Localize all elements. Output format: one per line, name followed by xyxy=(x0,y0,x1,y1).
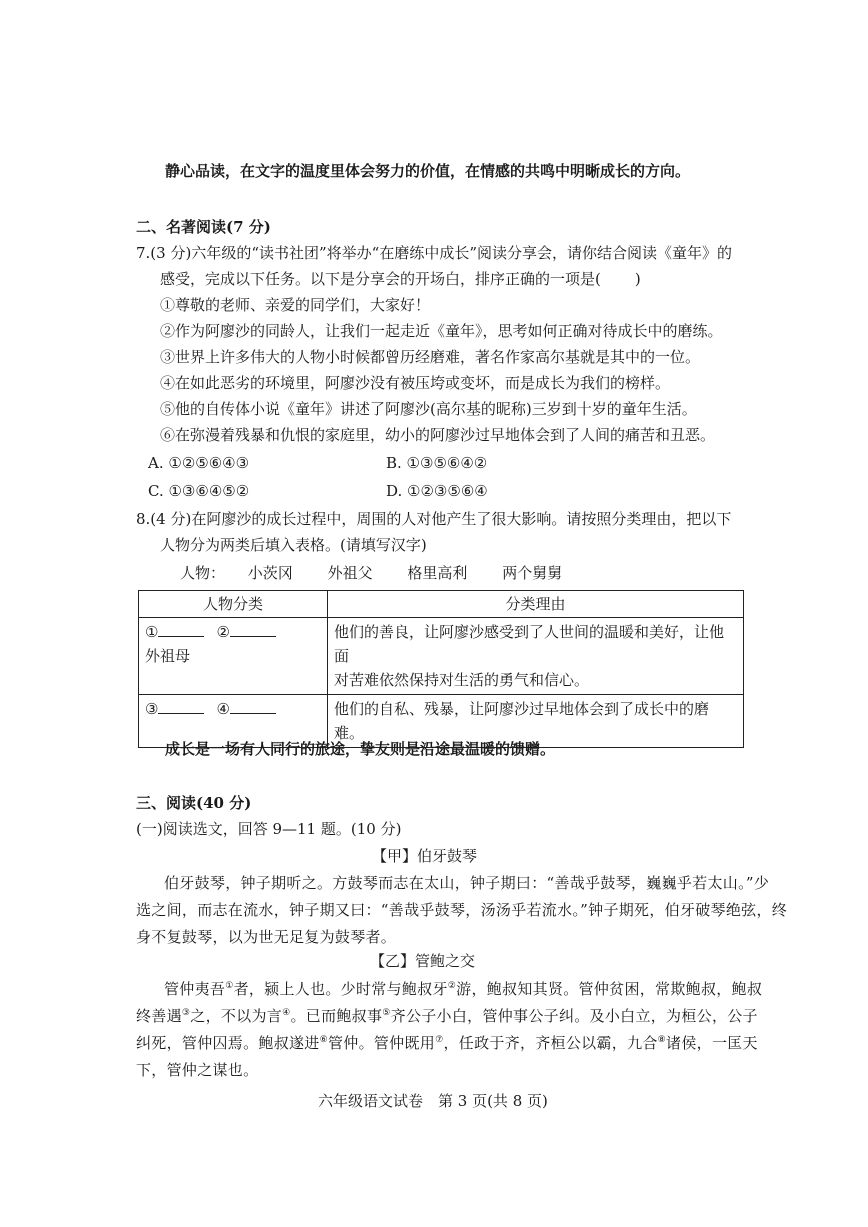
q7-option-b: B. ①③⑤⑥④② xyxy=(386,454,488,472)
blank-2[interactable] xyxy=(230,622,276,637)
blank-1[interactable] xyxy=(158,622,204,637)
passage-jia-title: 【甲】伯牙鼓琴 xyxy=(372,847,478,865)
row1-reason xyxy=(328,618,744,695)
motto-middle: 成长是一场有人同行的旅途，挚友则是沿途最温暖的馈赠。 xyxy=(165,740,556,758)
person-1: 小茨冈 xyxy=(247,564,293,582)
row1-reason-b: 对苦难依然保持对生活的勇气和信心。 xyxy=(334,671,590,689)
q7-item-6: ⑥在弥漫着残暴和仇恨的家庭里，幼小的阿廖沙过早地体会到了人间的痛苦和丑恶。 xyxy=(160,426,716,444)
blank-3[interactable] xyxy=(158,699,204,714)
q7-item-1: ①尊敬的老师、亲爱的同学们，大家好！ xyxy=(160,296,431,314)
person-2: 外祖父 xyxy=(327,564,373,582)
row1-extra: 外祖母 xyxy=(145,647,191,665)
q7-paren-close: ) xyxy=(634,270,641,288)
q8-people-row xyxy=(180,562,562,584)
header-category: 人物分类 xyxy=(139,591,328,618)
page-footer: 六年级语文试卷 第 3 页(共 8 页) xyxy=(318,1092,548,1110)
q7-line2 xyxy=(160,268,641,290)
yi-text: 管仲夷吾 xyxy=(164,980,226,998)
yi-text: 齐公子小白，管仲事公子纠。及小白立，为桓公，公子 xyxy=(390,1007,758,1025)
q7-line2-text: 感受，完成以下任务。以下是分享会的开场白，排序正确的一项是( xyxy=(160,270,601,288)
note-7: ⑦ xyxy=(435,1035,444,1045)
note-1: ① xyxy=(225,981,234,991)
people-label: 人物： xyxy=(180,564,226,582)
yi-text: 游，鲍叔知其贤。管仲贫困，常欺鲍叔，鲍叔 xyxy=(456,980,763,998)
note-3: ③ xyxy=(181,1008,191,1018)
q8-line2: 人物分为两类后填入表格。(请填写汉字) xyxy=(160,536,427,554)
q7-item-4: ④在如此恶劣的环境里，阿廖沙没有被压垮或变坏，而是成长为我们的榜样。 xyxy=(160,374,671,392)
passage-yi-line3 xyxy=(136,1032,758,1054)
passage-jia-line1: 伯牙鼓琴，钟子期听之。方鼓琴而志在太山，钟子期曰：“善哉乎鼓琴，巍巍乎若太山。”少 xyxy=(164,874,770,892)
yi-text: ，任政于齐，齐桓公以霸，九合 xyxy=(443,1034,658,1052)
yi-text: 管仲。管仲既用 xyxy=(327,1034,436,1052)
blank-1-mark: ① xyxy=(145,623,159,641)
q7-item-3: ③世界上许多伟大的人物小时候都曾历经磨难，著名作家高尔基就是其中的一位。 xyxy=(160,348,701,366)
passage-yi-line1 xyxy=(164,978,762,1000)
note-4: ④ xyxy=(282,1008,291,1018)
header-reason: 分类理由 xyxy=(328,591,744,618)
person-3: 格里高利 xyxy=(407,564,468,582)
q7-item-5: ⑤他的自传体小说《童年》讲述了阿廖沙(高尔基的昵称)三岁到十岁的童年生活。 xyxy=(160,400,697,418)
passage-jia-line3: 身不复鼓琴，以为世无足复为鼓琴者。 xyxy=(136,928,397,946)
note-6: ⑥ xyxy=(319,1035,328,1045)
row1-reason-a: 他们的善良，让阿廖沙感受到了人世间的温暖和美好，让他面 xyxy=(334,623,725,665)
passage-yi-line2 xyxy=(136,1005,758,1027)
yi-text: 终善遇 xyxy=(136,1007,182,1025)
row2-reason: 他们的自私、残暴，让阿廖沙过早地体会到了成长中的磨难。 xyxy=(328,695,744,748)
blank-4[interactable] xyxy=(230,699,276,714)
reading-1-title: (一)阅读选文，回答 9—11 题。(10 分) xyxy=(136,820,402,838)
yi-text: 诸侯，一匡天 xyxy=(666,1034,758,1052)
q8-line1: 8.(4 分)在阿廖沙的成长过程中，周围的人对他产生了很大影响。请按照分类理由，把以下 xyxy=(136,510,732,528)
q7-line1: 7.(3 分)六年级的“读书社团”将举办“在磨练中成长”阅读分享会，请你结合阅读《童年》的 xyxy=(136,244,733,262)
q7-option-d: D. ①②③⑤⑥④ xyxy=(386,482,488,500)
section-3-title: 三、阅读(40 分) xyxy=(136,794,252,812)
yi-text: 。已而鲍叔事 xyxy=(290,1007,383,1025)
blank-2-mark: ② xyxy=(216,623,230,641)
person-4: 两个舅舅 xyxy=(502,564,563,582)
note-8: ⑧ xyxy=(657,1035,667,1045)
classification-table xyxy=(138,590,744,748)
q7-option-c: C. ①③⑥④⑤② xyxy=(148,482,250,500)
passage-jia-line2: 选之间，而志在流水，钟子期又曰：“善哉乎鼓琴，汤汤乎若流水。”钟子期死，伯牙破琴绝弦，终 xyxy=(136,901,788,919)
section-2-title: 二、名著阅读(7 分) xyxy=(136,218,271,236)
blank-4-mark: ④ xyxy=(216,700,230,718)
note-5: ⑤ xyxy=(382,1008,391,1018)
yi-text: 纠死，管仲囚焉。鲍叔遂进 xyxy=(136,1034,320,1052)
q7-item-2: ②作为阿廖沙的同龄人，让我们一起走近《童年》，思考如何正确对待成长中的磨练。 xyxy=(160,322,723,340)
passage-yi-line4: 下，管仲之谋也。 xyxy=(136,1061,259,1079)
row1-category xyxy=(139,618,328,695)
yi-text: 之，不以为言 xyxy=(190,1007,283,1025)
yi-text: 者，颍上人也。少时常与鲍叔牙 xyxy=(233,980,448,998)
blank-3-mark: ③ xyxy=(145,700,159,718)
note-2: ② xyxy=(447,981,457,991)
passage-yi-title: 【乙】管鲍之交 xyxy=(370,952,476,970)
motto-top: 静心品读，在文字的温度里体会努力的价值，在情感的共鸣中明晰成长的方向。 xyxy=(165,162,691,180)
q7-option-a: A. ①②⑤⑥④③ xyxy=(148,454,250,472)
